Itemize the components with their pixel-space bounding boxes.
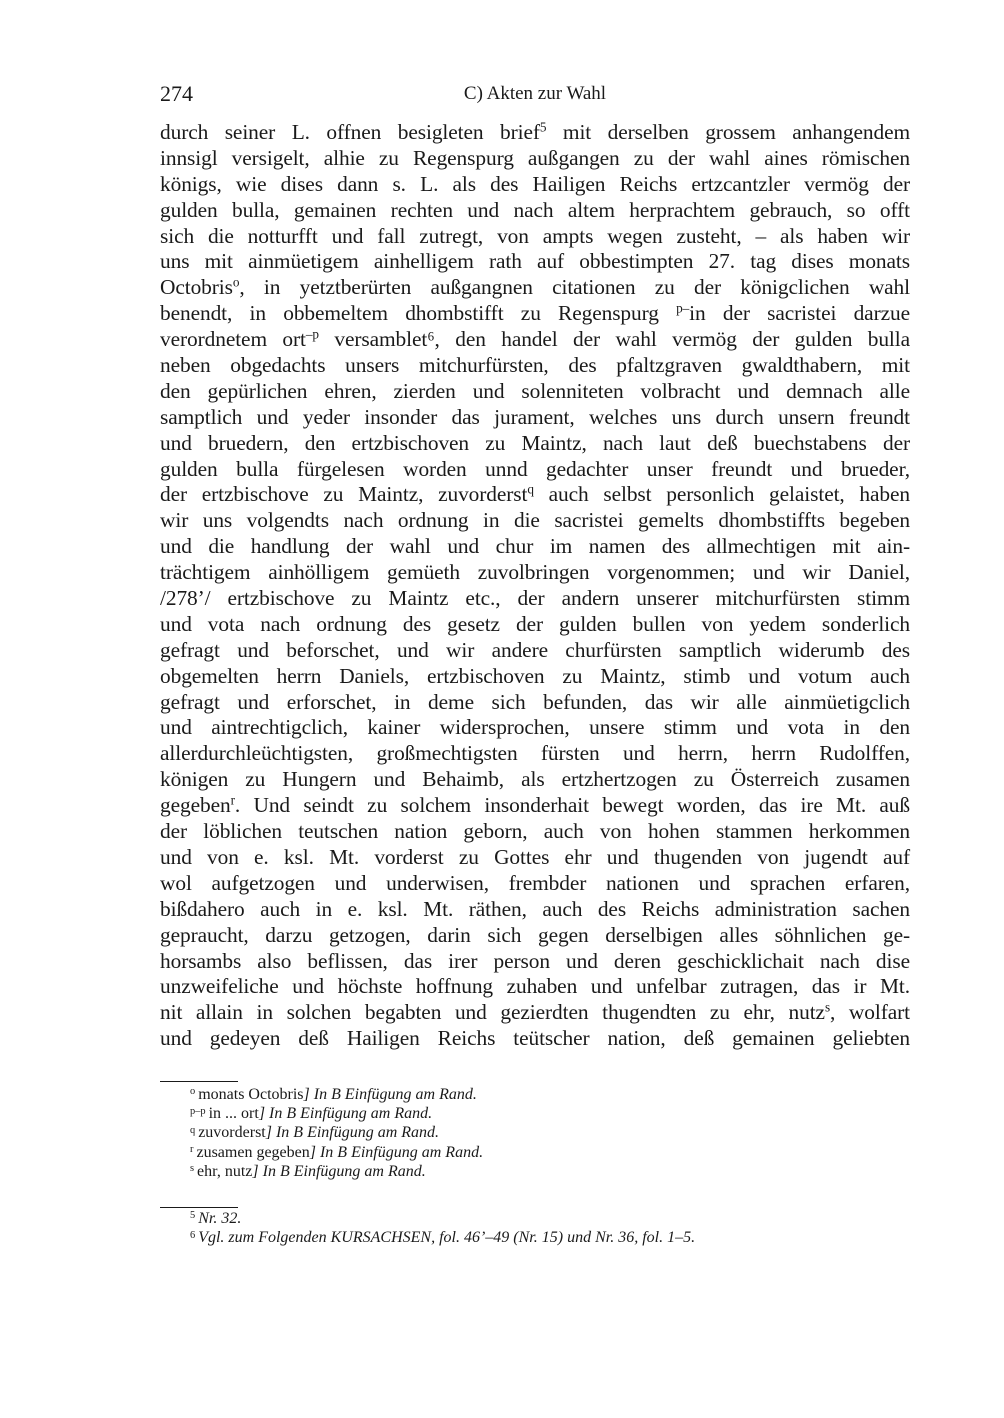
note-comment: ] In B Einfügung am Rand. — [252, 1162, 426, 1180]
text-segment: sich die notturfft und fall zutregt, von ampts wegen zusteht, – als haben wir — [160, 223, 910, 248]
text-segment: . Und seindt zu solchem insonderhait bewegt worden, das ire Mt. auß — [234, 793, 910, 818]
text-line — [160, 120, 910, 146]
text-segment: allerdurchleüchtigsten, großmechtigsten fürsten und herrn, herrn Rudolffen, — [160, 741, 910, 766]
text-segment: Octobris — [160, 275, 233, 300]
text-line — [160, 845, 910, 871]
text-segment: wol aufgetzogen und underwisen, frembder nationen und sprachen erfaren, — [160, 870, 910, 895]
running-head: C) Akten zur Wahl — [463, 83, 607, 104]
footnote-marker: –p — [305, 326, 319, 342]
text-segment: uns mit ainmüetigem ainhelligem rath auf obbestimpten 27. tag dises monats — [160, 249, 910, 274]
commentary-note — [190, 1209, 695, 1228]
text-line — [160, 405, 910, 431]
text-line — [160, 638, 910, 664]
text-segment: benendt, in obbemeltem dhombstifft zu Regenspurg — [160, 301, 677, 326]
text-segment: neben obgedachts unsers mitchurfürsten, des pfaltzgraven gwaldthabern, mit — [160, 353, 910, 378]
text-line — [160, 612, 910, 638]
text-segment: bißdahero auch in e. ksl. Mt. räthen, auch des Reichs administration sachen — [160, 896, 910, 921]
text-segment: verordnetem ort — [160, 327, 306, 352]
text-segment: und gedeyen deß Hailigen Reichs teütscher nation, deß gemainen geliebten — [160, 1026, 910, 1051]
text-line — [160, 172, 910, 198]
note-lemma: monats Octobris — [198, 1086, 304, 1103]
text-line — [160, 1026, 910, 1052]
note-mark: o — [190, 1086, 196, 1098]
text-segment: versamblet⁶, den handel der wahl vermög der gulden bulla — [318, 327, 910, 352]
note-mark: 6 — [190, 1229, 196, 1241]
text-segment: in der sacristei darzue — [689, 301, 910, 326]
text-line — [160, 897, 910, 923]
text-line — [160, 457, 910, 483]
text-line — [160, 534, 910, 560]
textual-note — [190, 1162, 483, 1181]
text-segment: gulden bulla, gemainen rechten und nach altem herprachtem gebrauch, so offt — [160, 197, 910, 222]
text-segment: unzweifeliche und höchste hoffnung zuhaben und unfelbar zutragen, das ir Mt. — [160, 974, 910, 999]
textual-note — [190, 1104, 483, 1123]
text-line — [160, 146, 910, 172]
text-line — [160, 249, 910, 275]
text-segment: und bruedern, den ertzbischoven zu Maintz, nach laut deß buechstabens der — [160, 430, 910, 455]
text-line — [160, 974, 910, 1000]
text-segment: horsambs also beflissen, das irer person und deren geschicklichait nach dise — [160, 948, 910, 973]
text-line — [160, 664, 910, 690]
text-line — [160, 923, 910, 949]
note-lemma: in ... ort — [208, 1105, 259, 1123]
text-segment: durch seiner L. offnen besigleten brief — [160, 120, 540, 144]
text-segment: gefragt und beforschet, und wir andere churfürsten samptlich widerumb des — [160, 637, 910, 662]
text-segment: /278’/ ertzbischove zu Maintz etc., der andern unserer mitchurfürsten stimm — [160, 586, 910, 611]
text-line — [160, 871, 910, 897]
text-segment: der ertzbischove zu Maintz, zuvorderst — [160, 482, 528, 507]
commentary-notes-rule — [160, 1207, 238, 1208]
text-line — [160, 379, 910, 405]
text-segment: der löblichen teutschen nation geborn, auch von hohen stammen herkommen — [160, 819, 910, 844]
text-segment: mit derselben grossem anhangendem — [546, 120, 910, 144]
text-line — [160, 715, 910, 741]
text-line — [160, 353, 910, 379]
textual-notes — [190, 1085, 483, 1181]
note-mark: p–p — [190, 1105, 206, 1117]
note-mark: s — [190, 1163, 195, 1175]
text-segment: innsigl versigelt, alhie zu Regenspurg außgangen zu der wahl aines römischen — [160, 145, 910, 170]
text-segment: samptlich und yeder insonder das jurament, welches uns durch unsern freundt — [160, 404, 910, 429]
note-mark: 5 — [190, 1210, 196, 1222]
text-line — [160, 560, 910, 586]
text-line — [160, 301, 910, 327]
body-text — [160, 120, 910, 1052]
commentary-note — [190, 1228, 695, 1247]
note-mark: q — [190, 1124, 196, 1136]
text-line — [160, 224, 910, 250]
textual-notes-rule — [160, 1081, 238, 1082]
text-segment: nit allain in solchen begabten und gezierdten thugendten zu ehr, nutz — [160, 1000, 825, 1025]
note-lemma: zuvorderst — [198, 1124, 266, 1142]
page-number: 274 — [160, 81, 193, 106]
text-segment: gegeben — [160, 793, 231, 818]
note-comment: ] In B Einfügung am Rand. — [265, 1124, 440, 1142]
text-segment: wir uns volgendts nach ordnung in die sacristei gemelts dhombstiffts begeben — [160, 508, 910, 533]
note-lemma: zusamen gegeben — [196, 1143, 310, 1161]
text-segment: und die handlung der wahl und chur im namen des allmechtigen mit ain- — [160, 534, 910, 559]
commentary-notes — [190, 1209, 695, 1247]
footnote-marker: p– — [676, 300, 690, 316]
note-text: Nr. 32. — [198, 1210, 242, 1227]
footnote-marker: o — [232, 275, 240, 291]
text-segment: gulden bulla fürgelesen worden unnd gedachter unser freundt und brueder, — [160, 456, 910, 481]
text-segment: und aintrechtigclich, kainer widersprochen, unsere stimm und vota in den — [160, 715, 910, 740]
text-line — [160, 1000, 910, 1026]
text-segment: und von e. ksl. Mt. vorderst zu Gottes ehr und thugenden von jugendt auf — [160, 844, 910, 869]
page-header — [160, 76, 910, 112]
text-line — [160, 482, 910, 508]
text-segment: auch selbst personlich gelaistet, haben — [533, 482, 910, 507]
text-segment: trächtigem ainhölligem gemüeth zuvolbringen vorgenommen; und wir Daniel, — [160, 560, 910, 585]
text-line — [160, 508, 910, 534]
text-segment: obgemelten herrn Daniels, ertzbischoven zu Maintz, stimb und votum auch — [160, 663, 910, 688]
text-segment: und vota nach ordnung des gesetz der gulden bullen von yedem sonderlich — [160, 611, 910, 636]
text-line — [160, 690, 910, 716]
text-line — [160, 586, 910, 612]
footnote-marker: q — [527, 482, 534, 498]
text-segment: königen zu Hungern und Behaimb, als ertzhertzogen zu Österreich zusamen — [160, 767, 910, 792]
text-segment: gepraucht, darzu getzogen, darin sich gegen derselbigen alles söhnlichen ge- — [160, 922, 910, 947]
page — [160, 76, 910, 1052]
footnote-marker: 5 — [539, 119, 547, 135]
text-line — [160, 198, 910, 224]
text-line — [160, 793, 910, 819]
text-segment: den gepürlichen ehren, zierden und solenniteten volbracht und demnach alle — [160, 378, 910, 403]
text-segment: gefragt und erforschet, in deme sich befunden, das wir alle ainmüetigclich — [160, 689, 910, 714]
footnote-marker: r — [230, 792, 235, 808]
text-segment: , wolfart — [830, 1000, 910, 1025]
note-comment: ] In B Einfügung am Rand. — [303, 1086, 477, 1103]
text-line — [160, 741, 910, 767]
note-comment: ] In B Einfügung am Rand. — [309, 1143, 484, 1161]
text-line — [160, 431, 910, 457]
text-line — [160, 767, 910, 793]
text-segment: , in yetztberürten außgangnen citationen zu der königclichen wahl — [239, 275, 910, 300]
note-comment: ] In B Einfügung am Rand. — [258, 1105, 433, 1123]
footnote-marker: s — [824, 999, 831, 1015]
textual-note — [190, 1123, 483, 1142]
textual-note — [190, 1143, 483, 1162]
textual-note — [190, 1085, 483, 1104]
text-line — [160, 819, 910, 845]
text-line — [160, 949, 910, 975]
text-segment: königs, wie dises dann s. L. als des Hailigen Reichs ertzcantzler vermög der — [160, 171, 910, 196]
note-text: Vgl. zum Folgenden KURSACHSEN, fol. 46’–49 (Nr. 15) und Nr. 36, fol. 1–5. — [198, 1229, 696, 1247]
text-line — [160, 275, 910, 301]
note-mark: r — [190, 1143, 194, 1155]
text-line — [160, 327, 910, 353]
note-lemma: ehr, nutz — [197, 1162, 253, 1180]
